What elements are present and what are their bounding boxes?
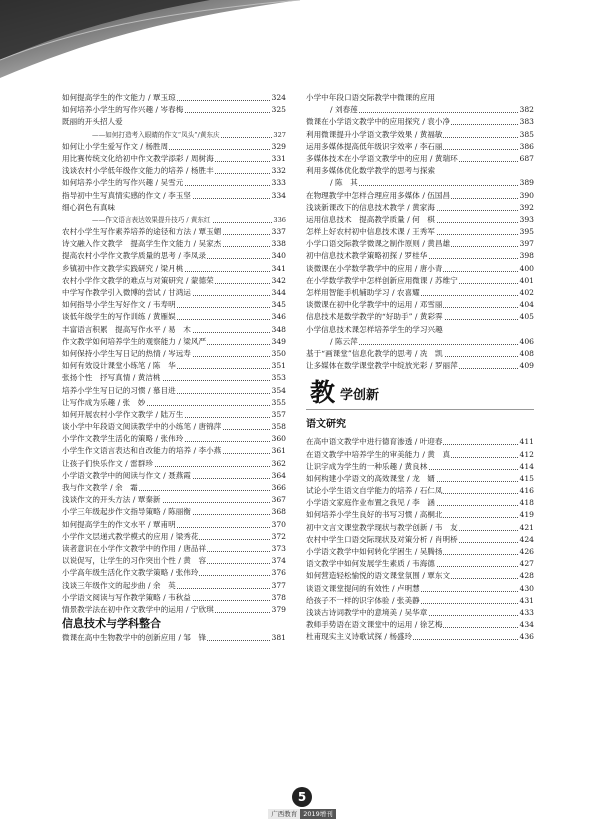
right-column [306,92,534,644]
entry-title: 初中信息技术教学策略初探 / 罗桂华 [306,250,428,262]
toc-entry [62,129,286,141]
entry-page: 350 [271,348,287,360]
toc-entry [306,473,534,485]
toc-entry [306,546,534,558]
toc-entry [306,631,534,643]
entry-title: 如何指导小学生写好作文 / 韦寿明 [62,299,177,311]
entry-title: 利用微课提升小学语文教学效果 / 黄福敏 [306,129,443,141]
entry-page: 348 [271,324,287,336]
toc-entry [306,299,534,311]
entry-page: 342 [271,275,287,287]
entry-title: 谈小学中年段语文阅读教学中的小练笔 / 唐锦萍 [62,421,222,433]
entry-page: 376 [271,567,287,579]
toc-entry [62,494,286,506]
entry-title: 让孩子们快乐作文 / 雷群珍 [62,458,154,470]
entry-title: 如何开展农村小学作文教学 / 陆万生 [62,409,184,421]
entry-title: 如何培养小学生良好的书写习惯 / 高桐北 [306,509,443,521]
toc-entry [62,275,286,287]
toc-entry [62,336,286,348]
entry-title: 浅谈农村小学低年级作文能力的培养 / 杨胜丰 [62,165,215,177]
toc-entry [62,385,286,397]
entry-page: 427 [519,558,535,570]
entry-page: 370 [271,519,287,531]
toc-entry [306,607,534,619]
entry-page: 418 [519,497,535,509]
entry-title: 情景教学法在初中作文教学中的运用 / 宁欣琪 [62,604,215,616]
entry-title: 小学口语交际教学微课之制作原则 / 黄昌雄 [306,238,451,250]
toc-entry [62,604,286,616]
entry-title: / 陈 其 [306,177,359,189]
entry-title: 丰富语言积累 提高写作水平 / 易 木 [62,324,192,336]
entry-page: 377 [271,580,287,592]
entry-title: 农村小学生写作素养培养的途径和方法 / 覃玉媚 [62,226,222,238]
entry-page: 408 [519,348,535,360]
toc-entry [306,595,534,607]
heading-rule [306,409,534,410]
toc-entry [62,153,286,165]
entry-title: 小学语文阅读与写作教学策略 / 韦秋益 [62,592,192,604]
toc-entry [306,509,534,521]
entry-title: 诗文融入作文教学 提高学生作文能力 / 吴家杰 [62,238,222,250]
toc-entry [306,153,534,165]
entry-page: 349 [271,336,287,348]
entry-page: 327 [272,129,286,141]
entry-title: 小学语文家庭作业布置之我见 / 李 涵 [306,497,436,509]
toc-entry [62,372,286,384]
entry-title: 细心润色有真味 [62,202,116,214]
entry-page: 367 [271,494,287,506]
entry-page: 390 [519,190,535,202]
section-heading-teaching-innovation [306,376,534,416]
heading-rest: 学创新 [340,388,380,404]
entry-page: 416 [519,485,535,497]
toc-entry [62,348,286,360]
toc-entry [62,580,286,592]
entry-title: 试论小学生语文自学能力的培养 / 石仁凤 [306,485,443,497]
page-number: 5 [292,787,312,807]
entry-page: 400 [519,263,535,275]
toc-entry [62,177,286,189]
entry-page: 412 [519,449,535,461]
entry-page: 378 [271,592,287,604]
entry-title: 如何保持小学生写日记的热情 / 岑远寿 [62,348,192,360]
entry-title: 用比赛传统文化给初中作文教学添彩 / 周树海 [62,153,215,165]
entry-title: 提高农村小学作文教学质量的思考 / 李凤录 [62,250,207,262]
entry-page: 337 [271,226,287,238]
toc-entry [62,226,286,238]
entry-page: 434 [519,619,535,631]
entry-page: 426 [519,546,535,558]
entry-title: 张扬个性 抒写真情 / 黄洁桃 [62,372,162,384]
toc-entry [306,461,534,473]
entry-page: 414 [519,461,535,473]
entry-title: / 刘春莲 [306,104,359,116]
entry-title: ——如何打造考入眼睛的作文“凤头”/黄东庆 [62,129,221,141]
entry-page: 333 [271,177,287,189]
entry-page: 360 [271,433,287,445]
entry-page: 362 [271,458,287,470]
toc-entry [306,436,534,448]
entry-title: 让多媒体在数学课堂教学中绽放光彩 / 罗丽萍 [306,360,459,372]
entry-page: 368 [271,506,287,518]
entry-title: 乡镇初中作文教学实践研究 / 梁月桃 [62,263,184,275]
toc-entry [306,238,534,250]
entry-title: 谈微课在初中化学教学中的运用 / 邓雪丽 [306,299,443,311]
toc-entry [62,531,286,543]
entry-title: 怎样用智能手机辅助学习 / 农喜耀 [306,287,421,299]
entry-page: 411 [519,436,535,448]
entry-title: 如何有效设计课堂小练笔 / 陈 华 [62,360,177,372]
entry-title: 基于“画课堂”信息化教学的思考 / 冼 凯 [306,348,444,360]
entry-page: 329 [271,141,287,153]
entry-page: 406 [519,336,535,348]
toc-entry [62,360,286,372]
entry-title: 小学作文教学生活化的策略 / 张伟玲 [62,433,184,445]
entry-page: 385 [519,129,535,141]
toc-entry [62,190,286,202]
entry-page: 379 [271,604,287,616]
entry-page: 361 [271,445,287,457]
entry-page: 405 [519,311,535,323]
entry-title: 如何营造轻松愉悦的语文课堂氛围 / 覃东文 [306,570,451,582]
entry-page: 397 [519,238,535,250]
toc-entry [306,177,534,189]
entry-page: 404 [519,299,535,311]
entry-page: 409 [519,360,535,372]
toc-list-it [306,92,534,372]
entry-page: 382 [519,104,535,116]
entry-title: 在物理教学中怎样合理应用多媒体 / 伍国昌 [306,190,451,202]
entry-title: 给孩子不一样的识字体验 / 张美静 [306,595,421,607]
entry-page: 366 [271,482,287,494]
entry-page: 345 [271,299,287,311]
left-column [62,92,286,644]
entry-title: 如何培养小学生的写作兴趣 / 吴雪元 [62,177,184,189]
toc-entry [306,449,534,461]
toc-entry [62,287,286,299]
toc-entry [62,445,286,457]
journal-bar [262,809,342,819]
toc-entry [306,226,534,238]
toc-entry [62,116,286,128]
toc-list-chinese [306,436,534,643]
entry-page: 325 [271,104,287,116]
entry-title: 小学作文层递式教学模式的应用 / 梁秀花 [62,531,199,543]
entry-page: 331 [271,153,287,165]
entry-title: 既丽的开头招人爱 [62,116,124,128]
toc-list-writing [62,92,286,616]
toc-entry [62,409,286,421]
entry-page: 374 [271,555,287,567]
entry-title: 如何提高学生的作文能力 / 覃玉琼 [62,92,177,104]
entry-page: 402 [519,287,535,299]
entry-title: 教师手势语在语文课堂中的运用 / 徐艺梅 [306,619,443,631]
entry-page: 395 [519,226,535,238]
toc-list-it-start [62,632,286,644]
entry-title: 指导初中生写真情实感的作文 / 李玉坚 [62,190,192,202]
entry-title: 杜甫现实主义诗歌试探 / 杨盛玲 [306,631,413,643]
journal-name: 广西教育 [268,809,300,819]
toc-entry [62,324,286,336]
toc-entry [306,202,534,214]
entry-page: 433 [519,607,535,619]
toc-entry [62,543,286,555]
entry-page: 355 [271,397,287,409]
entry-page: 381 [271,632,287,644]
entry-title: 语文教学中如何发展学生素质 / 韦海德 [306,558,436,570]
entry-page: 430 [519,583,535,595]
entry-title: 培养小学生写日记的习惯 / 慕目进 [62,385,177,397]
entry-page: 346 [271,311,287,323]
entry-title: 运用多媒体提高低年级识字效率 / 李石丽 [306,141,443,153]
entry-page: 340 [271,250,287,262]
entry-title: ——作文语言表达效果提升技巧 / 黄东红 [62,214,212,226]
entry-page: 415 [519,473,535,485]
toc-entry [306,348,534,360]
entry-page: 332 [271,165,287,177]
toc-entry [62,433,286,445]
entry-page: 353 [271,372,287,384]
toc-entry [62,250,286,262]
entry-title: / 陈云萍 [306,336,359,348]
toc-entry [306,104,534,116]
entry-title: 怎样上好农村初中信息技术课 / 王秀军 [306,226,436,238]
entry-title: 作文教学如何培养学生的观察能力 / 梁风严 [62,336,207,348]
entry-page: 389 [519,177,535,189]
entry-title: 微课在小学语文教学中的应用探究 / 袁小净 [306,116,451,128]
toc-entry [62,92,286,104]
subheading-chinese-research: 语文研究 [306,419,346,431]
toc-entry [62,202,286,214]
entry-title: 中学写作教学引入微博的尝试 / 甘鸿运 [62,287,192,299]
toc-entry [306,275,534,287]
entry-page: 392 [519,202,535,214]
toc-entry [306,497,534,509]
toc-entry [306,558,534,570]
entry-page: 357 [271,409,287,421]
entry-page: 431 [519,595,535,607]
entry-title: 小学中年段口语交际教学中微课的应用 [306,92,436,104]
entry-title: 谈微课在小学数学教学中的应用 / 唐小青 [306,263,443,275]
toc-entry [62,263,286,275]
entry-page: 436 [519,631,535,643]
entry-page: 421 [519,522,535,534]
toc-entry [306,141,534,153]
entry-title: 浅谈作文的开头方法 / 覃秦新 [62,494,162,506]
entry-page: 398 [519,250,535,262]
entry-title: 小学三年级起步作文指导策略 / 陈丽衡 [62,506,192,518]
toc-entry [62,555,286,567]
toc-entry [306,92,534,104]
toc-entry [62,482,286,494]
entry-page: 424 [519,534,535,546]
entry-title: 微课在高中生物教学中的创新应用 / 邹 锋 [62,632,207,644]
toc-entry [306,165,534,177]
entry-title: 我与作文教学 / 余 霜 [62,482,139,494]
entry-title: 小学语文教学中的阅读与作文 / 聂燕霞 [62,470,192,482]
entry-title: 小学语文教学中如何转化学困生 / 吴腾扬 [306,546,443,558]
toc-entry [62,104,286,116]
entry-page: 358 [271,421,287,433]
entry-title: 小学信息技术课怎样培养学生的学习兴趣 [306,324,444,336]
entry-title: 以说促写，让学生的习作突出个性 / 黄 容 [62,555,207,567]
entry-title: 如何提高学生的作文水平 / 覃甫明 [62,519,177,531]
toc-entry [62,165,286,177]
entry-page: 354 [271,385,287,397]
entry-title: 如何让小学生爱写作文 / 杨胜周 [62,141,169,153]
toc-entry [306,129,534,141]
entry-title: 在小学数学教学中怎样创新应用微课 / 苏维宁 [306,275,459,287]
entry-page: 383 [519,116,535,128]
toc-entry [62,299,286,311]
entry-page: 334 [271,190,287,202]
entry-page: 338 [271,238,287,250]
entry-title: 谈低年级学生的写作训练 / 黄雁娱 [62,311,177,323]
entry-title: 小学生作文语言表达和自改能力的培养 / 李小燕 [62,445,222,457]
entry-title: 农村中学生口语交际现状及对策分析 / 肖明桥 [306,534,459,546]
toc-entry [62,421,286,433]
entry-page: 373 [271,543,287,555]
toc-entry [306,522,534,534]
toc-entry [306,485,534,497]
entry-title: 如何培养小学生的写作兴趣 / 岑春梅 [62,104,184,116]
toc-entry [62,397,286,409]
entry-title: 让识字成为学生的一种乐趣 / 黄良林 [306,461,428,473]
entry-title: 浅谈新课改下的信息技术教学 / 黄家海 [306,202,436,214]
toc-entry [306,336,534,348]
entry-page: 324 [271,92,287,104]
entry-page: 344 [271,287,287,299]
entry-title: 谈语文课堂提问的有效性 / 卢明慧 [306,583,421,595]
toc-entry [306,324,534,336]
entry-page: 419 [519,509,535,521]
toc-entry [306,619,534,631]
toc-entry [62,506,286,518]
entry-page: 341 [271,263,287,275]
entry-page: 364 [271,470,287,482]
toc-entry [62,458,286,470]
toc-entry [62,592,286,604]
toc-entry [306,583,534,595]
entry-title: 初中文言文课堂教学现状与教学创新 / 韦 友 [306,522,459,534]
entry-title: 在高中语文教学中进行德育渗透 / 叶迎春 [306,436,443,448]
toc-entry [306,570,534,582]
entry-page: 386 [519,141,535,153]
toc-entry [62,141,286,153]
toc-entry [306,311,534,323]
toc-entry [306,263,534,275]
toc-entry [306,250,534,262]
entry-page: 372 [271,531,287,543]
entry-title: 浅谈古诗词教学中的意境美 / 吴华章 [306,607,428,619]
entry-page: 401 [519,275,535,287]
entry-page: 351 [271,360,287,372]
toc-entry [306,287,534,299]
entry-page: 687 [519,153,535,165]
corner-decoration [0,0,604,82]
entry-page: 393 [519,214,535,226]
toc-entry [62,238,286,250]
entry-title: 利用多媒体优化数学教学的思考与探索 [306,165,436,177]
entry-title: 浅谈三年级作文的起步曲 / 余 英 [62,580,177,592]
toc-entry [62,311,286,323]
toc-entry [62,632,286,644]
toc-entry [306,116,534,128]
entry-title: 农村小学作文教学的难点与对策研究 / 蒙德荣 [62,275,215,287]
heading-big-char: 教 [310,378,336,408]
entry-page: 428 [519,570,535,582]
entry-title: 如何构建小学语文的高效课堂 / 龙 婿 [306,473,436,485]
toc-entry [306,190,534,202]
toc-entry [62,470,286,482]
entry-title: 信息技术是数学教学的“好助手” / 黄彩霁 [306,311,444,323]
journal-volume: 2019增刊 [300,809,336,819]
toc-entry [62,567,286,579]
toc-entry [62,519,286,531]
toc-entry [306,360,534,372]
toc-entry [306,214,534,226]
toc-entry [306,534,534,546]
toc-entry [62,214,286,226]
entry-title: 在语文教学中培养学生的审美能力 / 黄 真 [306,449,451,461]
entry-title: 多媒体技术在小学语文教学中的应用 / 黄瑞环 [306,153,459,165]
entry-title: 运用信息技术 提高教学质量 / 何 棋 [306,214,436,226]
entry-title: 读者意识在小学作文教学中的作用 / 唐品祥 [62,543,207,555]
page-footer [262,787,342,819]
entry-title: 让写作成为乐趣 / 张 妙 [62,397,146,409]
section-heading-it-integration: 信息技术与学科整合 [62,617,161,631]
entry-title: 小学高年级生活化作文教学策略 / 张伟玲 [62,567,199,579]
entry-page: 336 [272,214,286,226]
